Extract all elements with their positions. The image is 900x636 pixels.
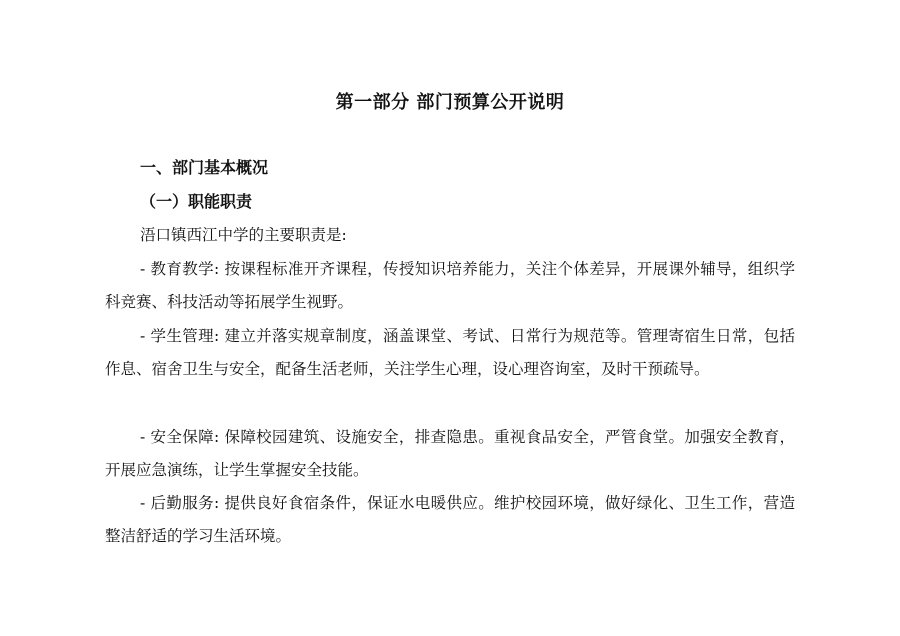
student-management-paragraph: - 学生管理: 建立并落实规章制度，涵盖课堂、考试、日常行为规范等。管理寄宿生日常，包括作息、宿舍卫生与安全，配备生活老师，关注学生心理，设心理咨询室，及时干预疏导。 — [105, 327, 795, 378]
teaching-paragraph: - 教育教学: 按课程标准开齐课程，传授知识培养能力，关注个体差异，开展课外辅导，组织学科竞赛、科技活动等拓展学生视野。 — [105, 260, 795, 311]
section-heading: 一、部门基本概况 — [140, 158, 269, 177]
intro-paragraph: 浯口镇西江中学的主要职责是: — [140, 226, 347, 244]
logistics-paragraph: - 后勤服务: 提供良好食宿条件，保证水电暖供应。维护校园环境，做好绿化、卫生工作，营造整洁舒适的学习生活环境。 — [105, 494, 795, 545]
document-title: 第一部分 部门预算公开说明 — [335, 92, 565, 113]
safety-paragraph: - 安全保障: 保障校园建筑、设施安全，排查隐患。重视食品安全，严管食堂。加强安全教育，开展应急演练，让学生掌握安全技能。 — [105, 428, 795, 479]
sub-heading: （一）职能职责 — [140, 192, 253, 211]
